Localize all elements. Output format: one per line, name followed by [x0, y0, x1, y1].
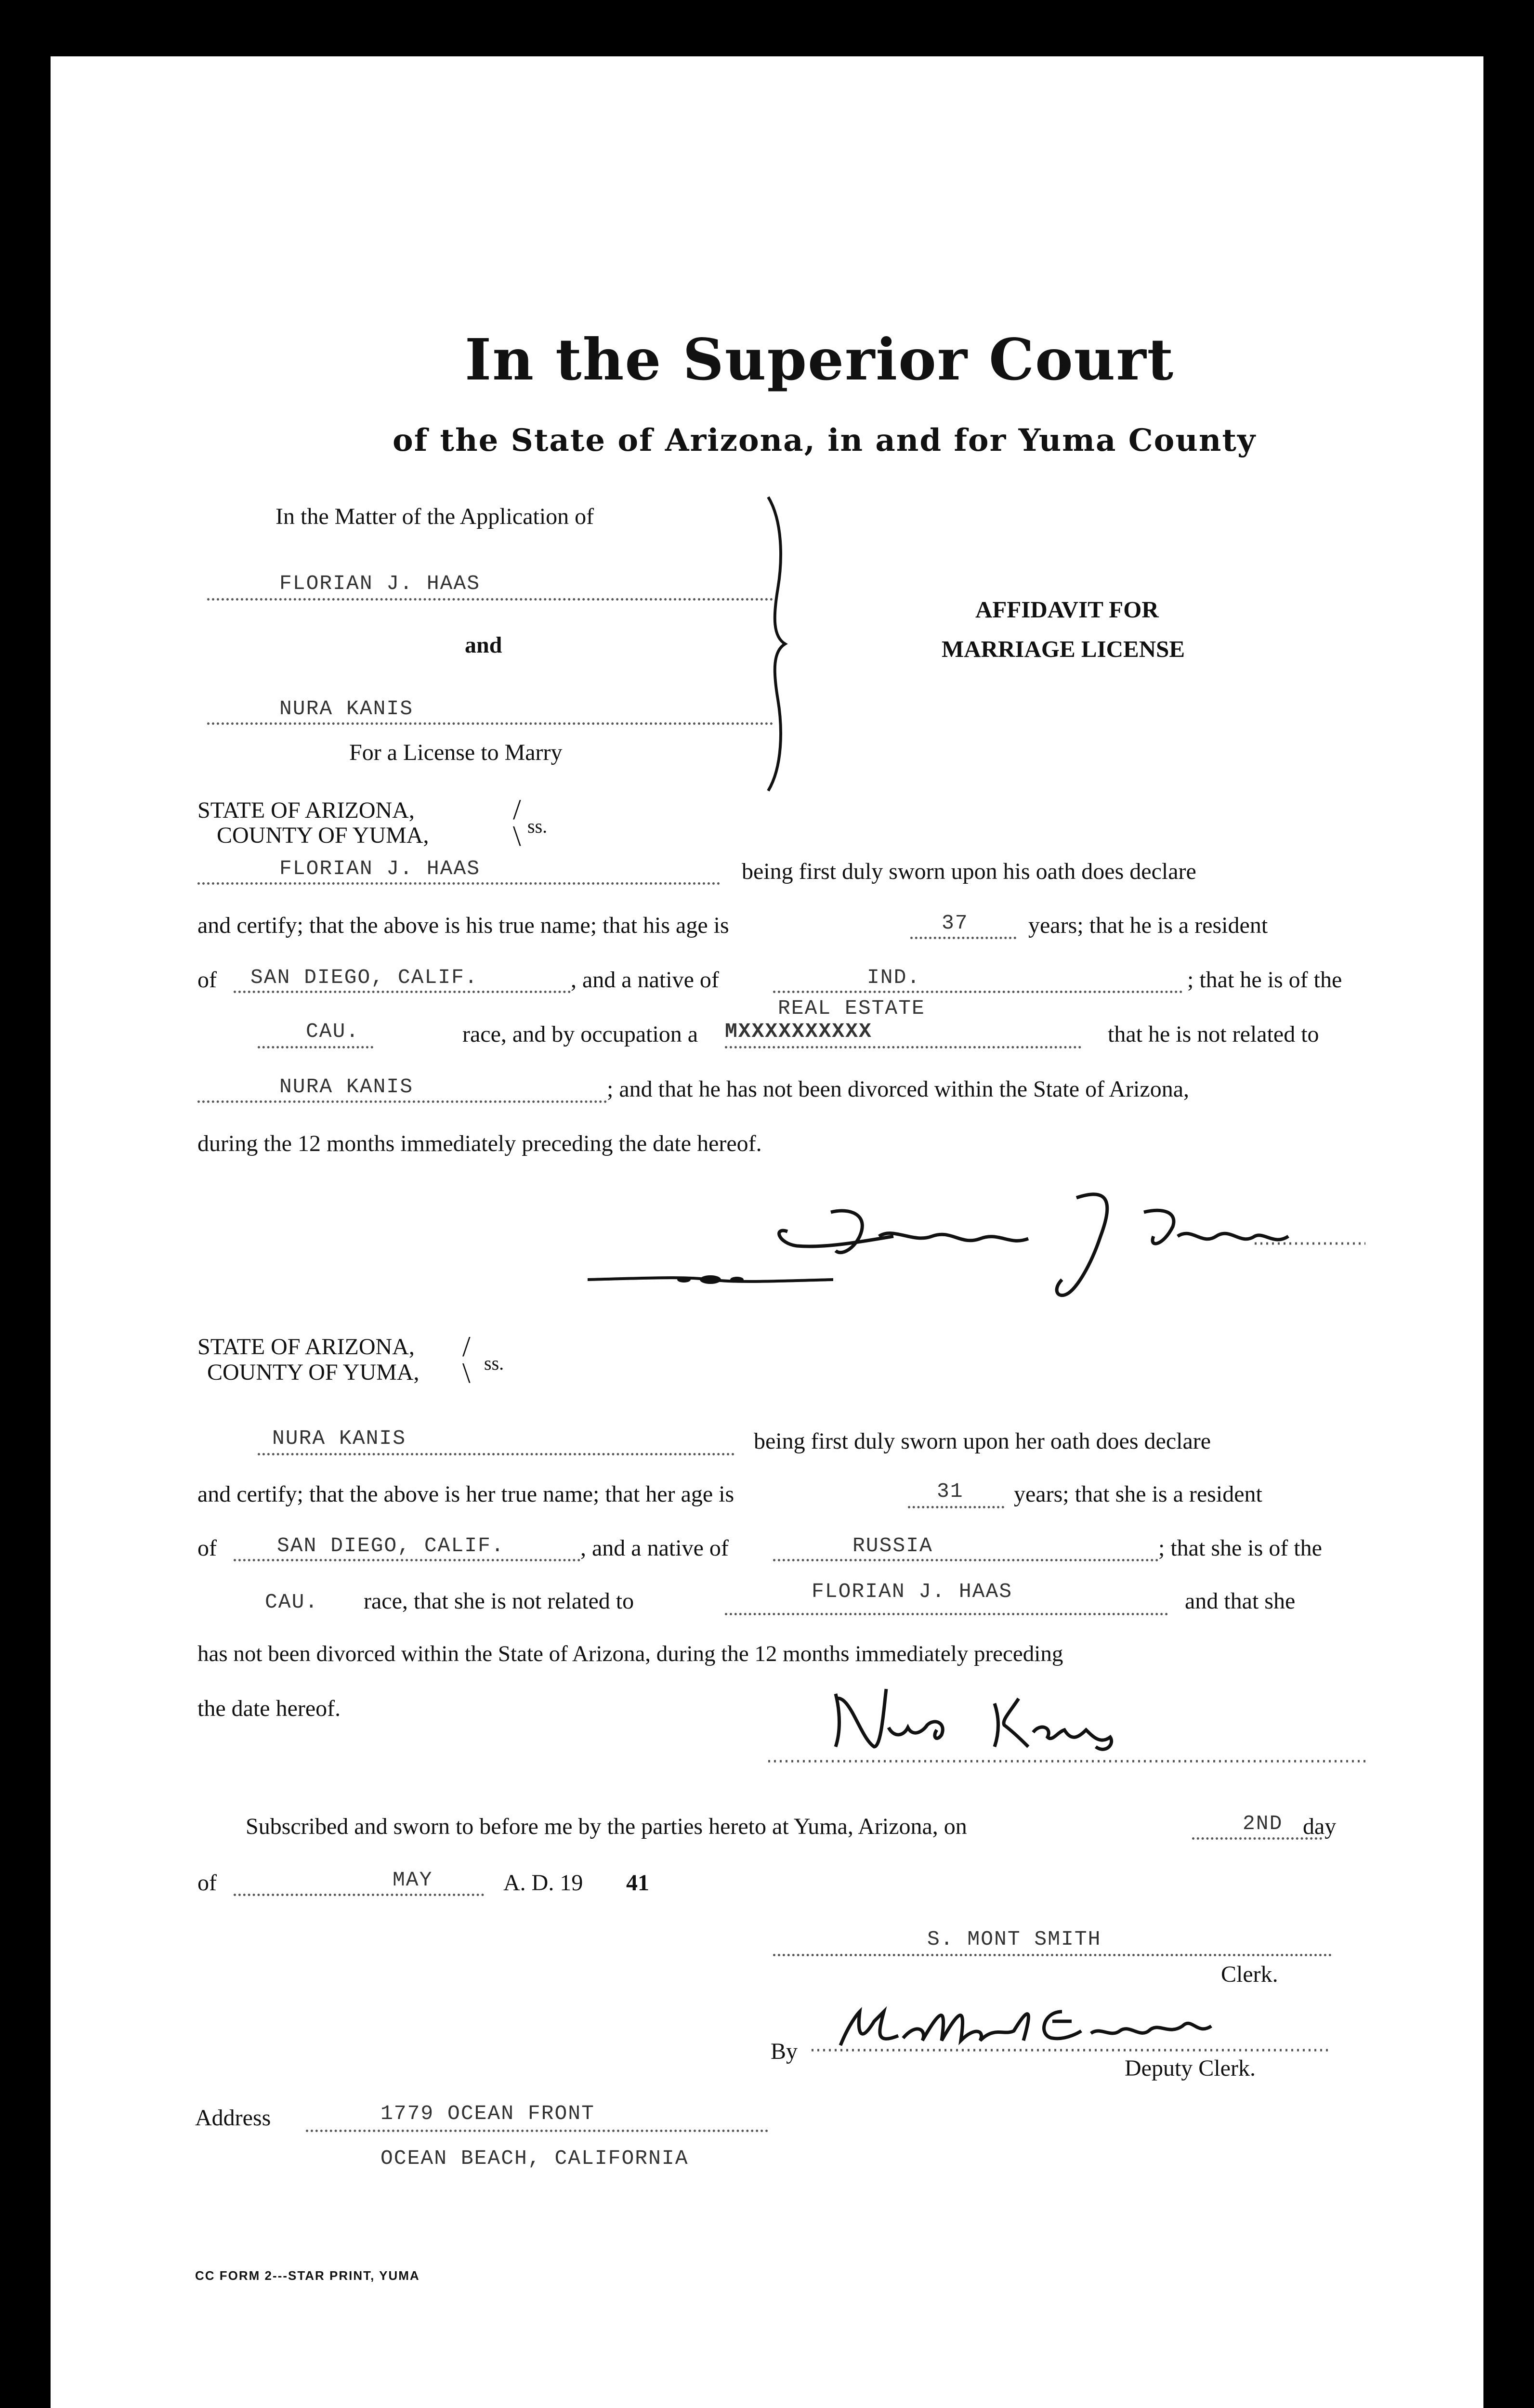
document-title-line2: MARRIAGE LICENSE: [942, 636, 1185, 662]
groom-state-label: STATE OF ARIZONA,: [197, 798, 415, 823]
groom-text-he-is-of: ; that he is of the: [1187, 967, 1342, 993]
groom-text-during: during the 12 months immediately preceding the date hereof.: [197, 1131, 762, 1156]
clerk-label: Clerk.: [1221, 1962, 1278, 1987]
groom-text-of: of: [197, 967, 217, 993]
form-note: CC FORM 2---STAR PRINT, YUMA: [195, 2268, 420, 2283]
applicant-name: FLORIAN J. HAAS: [279, 572, 481, 595]
bride-text-and-that: and that she: [1185, 1588, 1296, 1614]
jurat-year: 41: [626, 1870, 649, 1896]
document-title-line1: AFFIDAVIT FOR: [975, 596, 1159, 623]
bride-residence: SAN DIEGO, CALIF.: [277, 1534, 505, 1557]
groom-occupation-struck: MXXXXXXXXXX: [725, 1020, 872, 1043]
groom-native-of: IND.: [867, 966, 921, 989]
bride-text-divorced: has not been divorced within the State of Arizona, during the 12 months immediately preceding: [197, 1641, 1063, 1666]
license-label: For a License to Marry: [349, 740, 563, 765]
bride-text-certify: and certify; that the above is her true name; that her age is: [197, 1481, 734, 1507]
bride-text-she-is-of: ; that she is of the: [1158, 1535, 1322, 1561]
bride-native-of: RUSSIA: [852, 1534, 933, 1557]
section-divider: [588, 1272, 833, 1287]
bride-signature: [768, 1665, 1370, 1771]
groom-signature: [768, 1178, 1370, 1304]
jurat-day: 2ND: [1243, 1812, 1283, 1835]
deputy-label: Deputy Clerk.: [1125, 2055, 1256, 2081]
caption-brace: [763, 492, 797, 796]
court-title: In the Superior Court: [465, 326, 1175, 393]
by-label: By: [771, 2039, 798, 2064]
groom-text-sworn: being first duly sworn upon his oath does declare: [742, 859, 1196, 884]
bride-text-native: , and a native of: [580, 1535, 729, 1561]
address-line2: OCEAN BEACH, CALIFORNIA: [380, 2146, 689, 2170]
bride-text-of: of: [197, 1535, 217, 1561]
address-label: Address: [195, 2105, 271, 2131]
groom-text-not-related: that he is not related to: [1108, 1021, 1319, 1047]
jurat-text-of: of: [197, 1870, 217, 1896]
groom-occupation: REAL ESTATE: [778, 996, 925, 1020]
bride-state-label: STATE OF ARIZONA,: [197, 1334, 415, 1360]
bride-ss-label: ss.: [484, 1352, 504, 1374]
court-subtitle: of the State of Arizona, in and for Yuma County: [393, 422, 1257, 458]
bride-race: CAU.: [265, 1590, 319, 1614]
groom-text-years: years; that he is a resident: [1028, 913, 1268, 938]
bride-county-label: COUNTY OF YUMA,: [207, 1360, 420, 1385]
groom-related-name: NURA KANIS: [279, 1075, 414, 1099]
bride-age: 31: [937, 1479, 964, 1503]
groom-county-label: COUNTY OF YUMA,: [217, 823, 429, 848]
deputy-signature: [812, 1992, 1337, 2069]
bride-text-sworn: being first duly sworn upon her oath does declare: [754, 1428, 1211, 1454]
co-applicant-name: NURA KANIS: [279, 697, 414, 720]
matter-label: In the Matter of the Application of: [275, 504, 594, 529]
bride-text-race-related: race, that she is not related to: [364, 1588, 634, 1614]
and-label: and: [465, 632, 502, 658]
bride-text-date: the date hereof.: [197, 1696, 341, 1721]
bride-name: NURA KANIS: [272, 1426, 406, 1450]
groom-residence: SAN DIEGO, CALIF.: [250, 966, 478, 989]
clerk-name: S. MONT SMITH: [927, 1927, 1101, 1951]
address-line1: 1779 OCEAN FRONT: [380, 2102, 595, 2125]
jurat-text-ad: A. D. 19: [503, 1870, 583, 1896]
groom-age: 37: [942, 911, 969, 935]
jurat-text-day: day: [1303, 1814, 1337, 1839]
jurat-text-subscribed: Subscribed and sworn to before me by the parties hereto at Yuma, Arizona, on: [246, 1814, 967, 1839]
groom-text-native: , and a native of: [571, 967, 719, 993]
groom-name: FLORIAN J. HAAS: [279, 857, 481, 880]
groom-ss-label: ss.: [527, 815, 548, 837]
groom-text-certify: and certify; that the above is his true name; that his age is: [197, 913, 729, 938]
jurat-month: MAY: [393, 1868, 433, 1892]
groom-race: CAU.: [306, 1020, 360, 1043]
bride-text-years: years; that she is a resident: [1014, 1481, 1262, 1507]
document-page: In the Superior Court of the State of Arizona, in and for Yuma County In the Matter of the Application of FLORIAN J. HAAS and NURA KANIS For a License to Marry AFFIDAVIT FOR MARRIAGE LICENSE STATE OF ARIZONA, COUNTY OF YUMA, / \ ss. FLORIAN J. HAAS being first duly sworn upon his oath does declare and certify; that the above is his true name; that his age is 37 years; that he is a resident of SAN DIEGO, CALIF. , and a native of IND. ; that he is of the CAU. race, and by occupation a REAL ESTATE MXXXXXXXXXX that he is not related to NURA KANIS ; and that he has not been divorced within the State of Arizona, during the 12 months immediately preceding the date hereof. STATE OF ARIZONA, COUNTY OF YUMA, / \ ss. NURA KANIS being first duly sworn upon her oath does declare and certify; that the above is her true name; that her age is 31 years; that she is a resident of SAN DIEGO, CALIF. , and a native of RUSSIA ; that she is of the CAU. race, that she is not related to FLORIAN J. HAAS and that she has not been divorced within the State of Arizona, during the 12 months immediately preceding the date hereof. Subscribed and sworn to before me by the parties hereto at Yuma, Arizona, on 2ND day of MAY A. D. 19 41 S. MONT SMITH Clerk. By Deputy Clerk. Address 1779 OCEAN FRONT OCEAN BEACH, CALIFORNIA CC FORM 2---STAR PRINT, YUMA: [51, 56, 1483, 2408]
groom-text-race-occupation: race, and by occupation a: [462, 1021, 698, 1047]
groom-text-divorced: ; and that he has not been divorced within the State of Arizona,: [607, 1076, 1189, 1102]
bride-related-name: FLORIAN J. HAAS: [812, 1580, 1013, 1603]
